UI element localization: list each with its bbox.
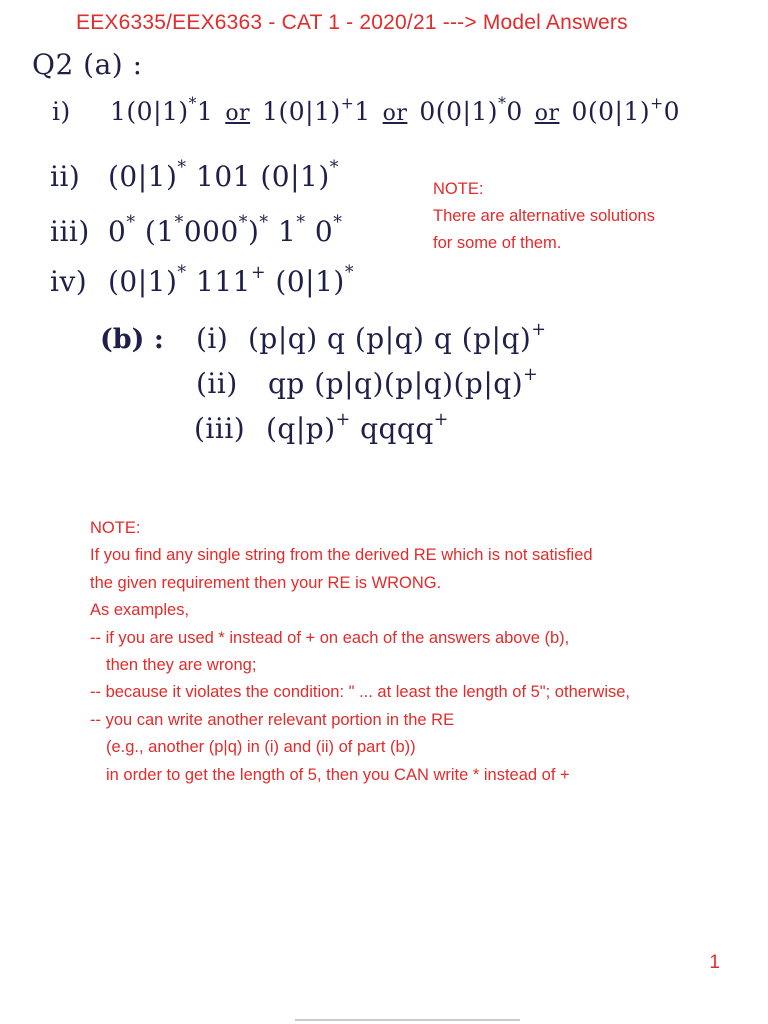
- item-label: ii): [50, 160, 81, 193]
- note-title: NOTE:: [90, 519, 141, 537]
- page-title: EEX6335/EEX6363 - CAT 1 - 2020/21 ---> Model Answers: [76, 11, 628, 34]
- or-label: or: [382, 101, 408, 126]
- side-note: [433, 176, 655, 257]
- note-line: -- if you are used * instead of + on each of the answers above (b),: [90, 628, 570, 647]
- page-number: 1: [709, 952, 720, 973]
- q2b-item-ii: (ii) qp (p|q)(p|q)(p|q)+: [196, 364, 539, 400]
- q2a-item-i: [52, 94, 681, 126]
- note-line: As examples,: [90, 601, 190, 620]
- item-label: i): [52, 97, 71, 126]
- q2a-item-ii: ii) (0|1)* 101 (0|1)*: [50, 157, 339, 193]
- note-line: the given requirement then your RE is WRONG.: [90, 573, 442, 592]
- note-line: There are alternative solutions: [433, 207, 655, 225]
- item-label: (iii): [194, 412, 246, 445]
- note-title: NOTE:: [433, 180, 484, 198]
- note-line: -- you can write another relevant portion in the RE: [90, 710, 455, 729]
- answer: 1(0|1)+1: [262, 94, 371, 126]
- or-label: or: [534, 101, 560, 126]
- main-note: [90, 515, 630, 789]
- answer: 0(0|1)+0: [571, 94, 681, 126]
- answer: 1(0|1)*1: [110, 94, 214, 126]
- note-line: for some of them.: [433, 234, 562, 252]
- q2b-item-i: (i) (p|q) q (p|q) q (p|q)+: [196, 319, 547, 355]
- note-line: in order to get the length of 5, then you CAN write * instead of +: [106, 765, 570, 784]
- item-label: iii): [50, 215, 90, 248]
- note-line: then they are wrong;: [106, 656, 257, 675]
- note-line: If you find any single string from the derived RE which is not satisfied: [90, 546, 593, 565]
- q2b-item-iii: (iii) (q|p)+ qqqq+: [194, 409, 449, 445]
- note-line: -- because it violates the condition: " ... at least the length of 5"; otherwise,: [90, 683, 631, 702]
- item-label: iv): [50, 265, 88, 298]
- q2a-item-iii: iii) 0* (1*000*)* 1* 0*: [50, 212, 343, 248]
- q2b-heading: (b) :: [100, 324, 164, 355]
- note-line: (e.g., another (p|q) in (i) and (ii) of part (b)): [106, 738, 416, 757]
- q2a-item-iv: iv) (0|1)* 111+ (0|1)*: [50, 262, 354, 298]
- item-label: (ii): [196, 367, 238, 400]
- item-label: (i): [196, 322, 229, 355]
- q2a-heading: Q2 (a) :: [32, 48, 143, 81]
- or-label: or: [225, 101, 251, 126]
- answer: 0(0|1)*0: [419, 94, 523, 126]
- scan-edge-divider: [295, 1019, 520, 1021]
